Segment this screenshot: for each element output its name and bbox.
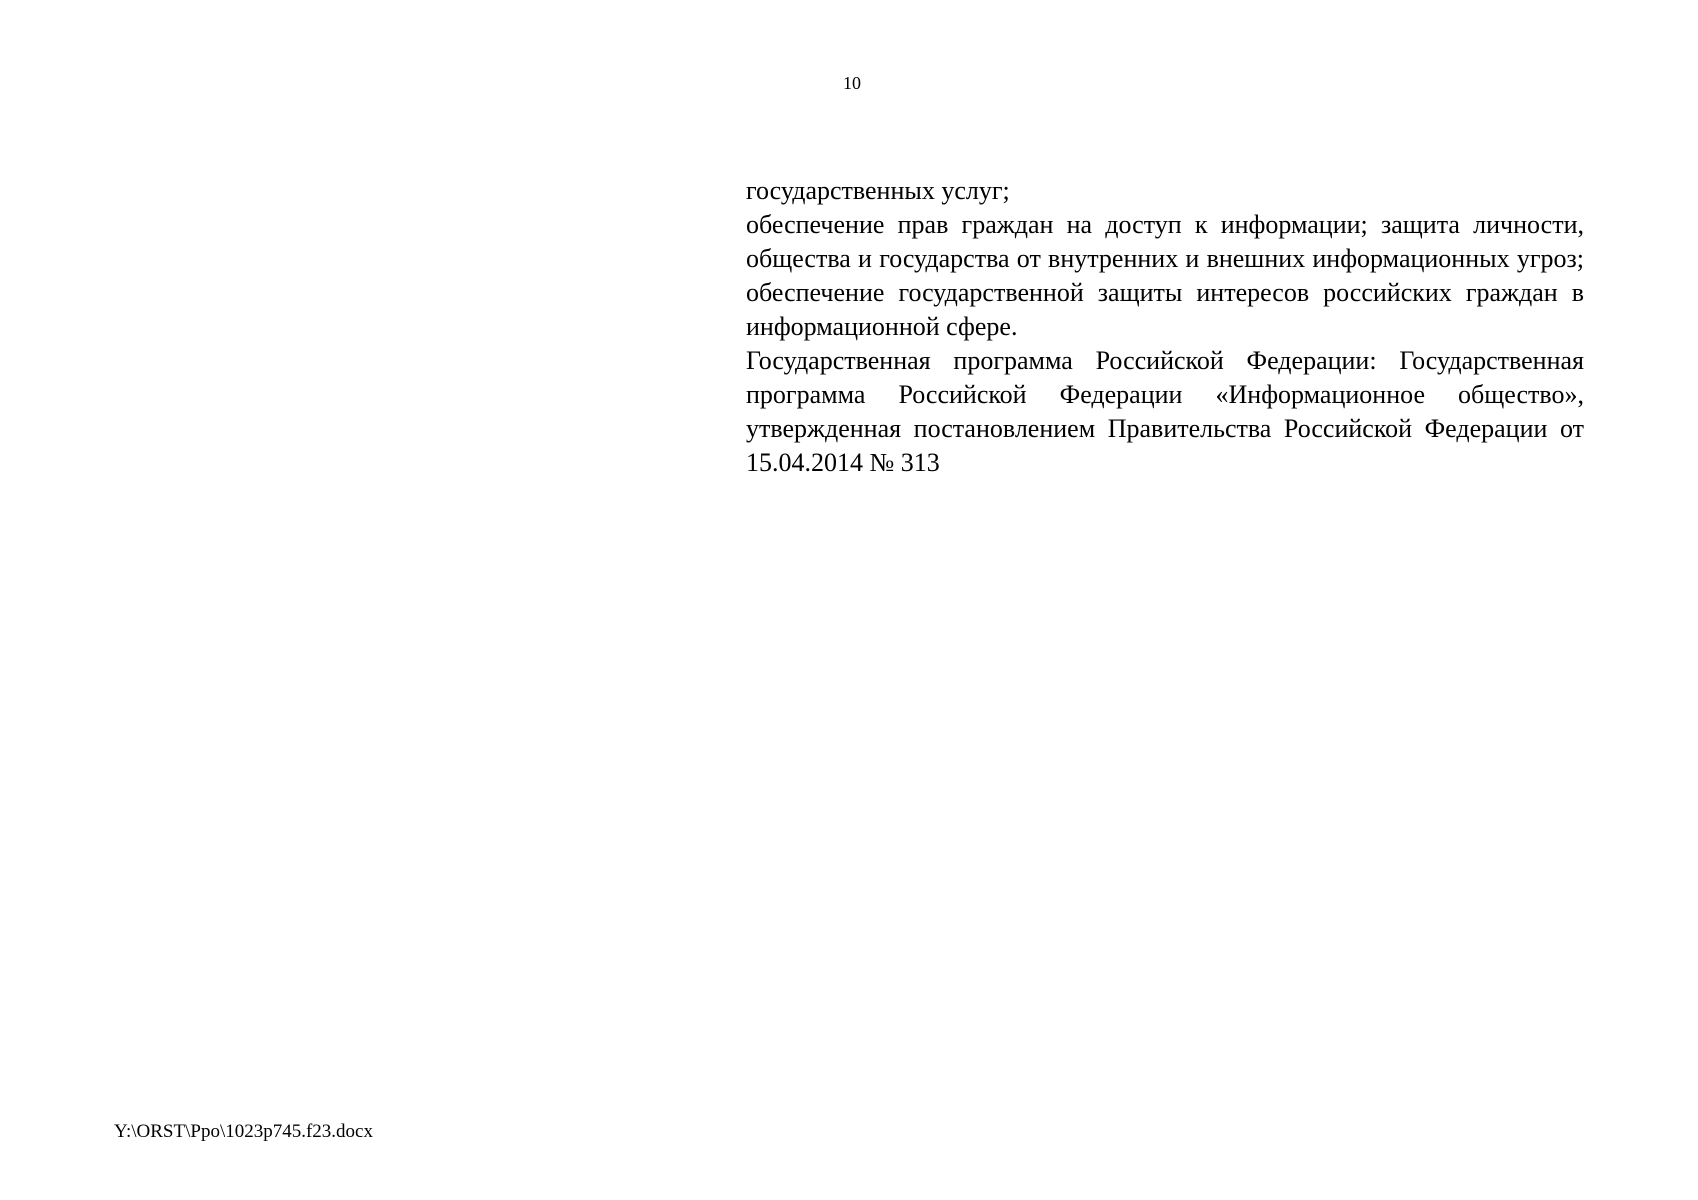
- body-paragraph-3: Государственная программа Российской Федерации: Государственная программа Российской Федерации «Информационное общество», утвержденная постановлением Правительства Российской Федерации от 15.04.2014 № 313: [746, 346, 1584, 477]
- document-body-text: [746, 174, 1584, 480]
- body-paragraph-2: обеспечение прав граждан на доступ к информации; защита личности, общества и государства от внутренних и внешних информационных угроз; обеспечение государственной защиты интересов российских граждан в информационной сфере.: [746, 210, 1584, 341]
- page-number: 10: [843, 73, 861, 93]
- body-paragraph-1: государственных услуг;: [746, 176, 1010, 205]
- footer-file-path: Y:\ORST\Ppo\1023p745.f23.docx: [114, 1121, 373, 1142]
